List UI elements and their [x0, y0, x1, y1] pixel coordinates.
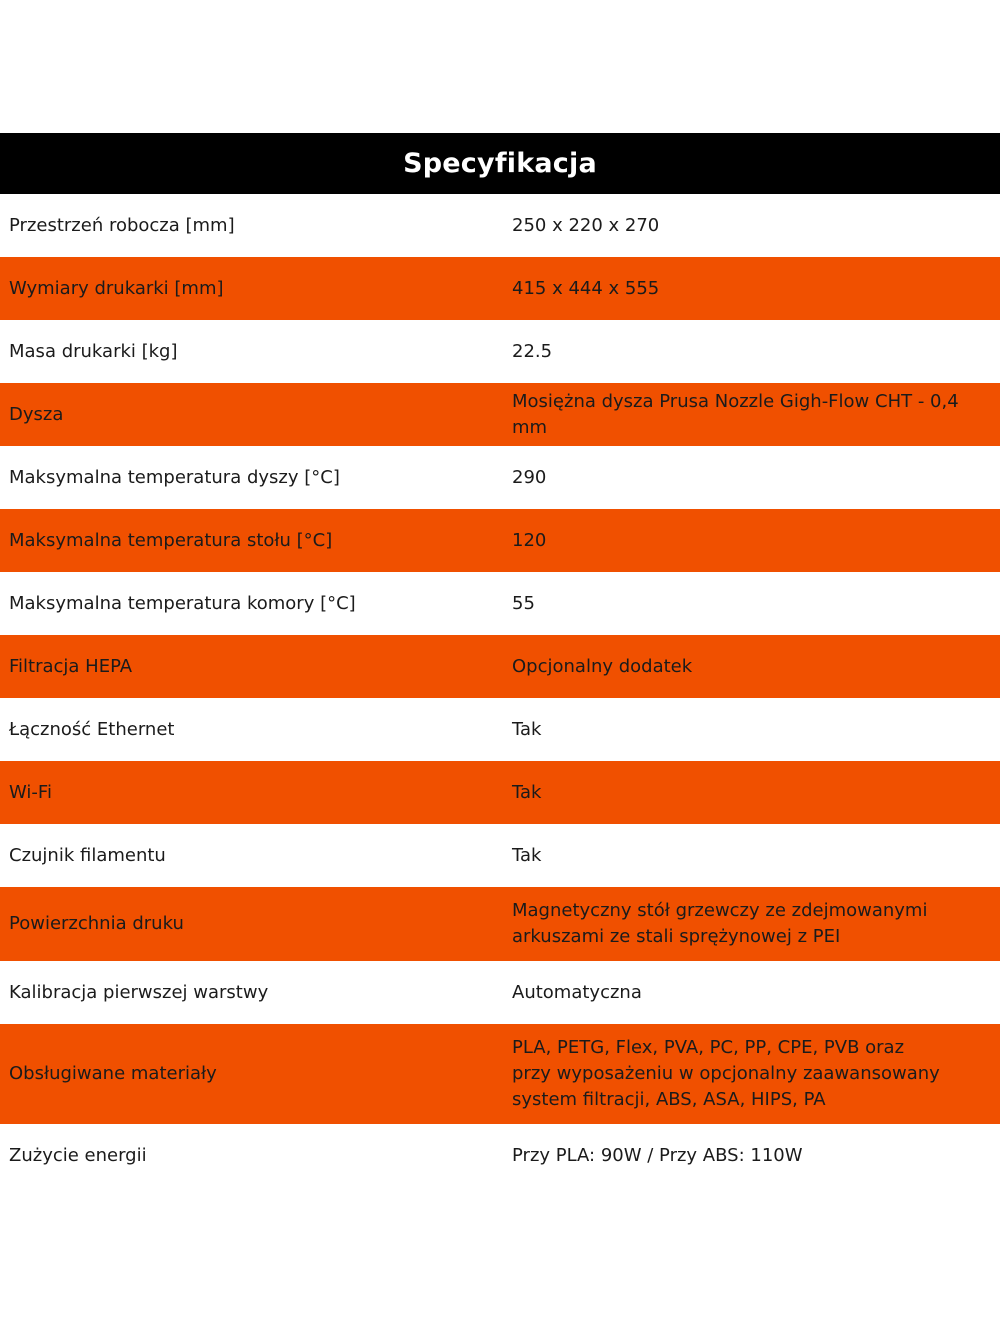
spec-label: Wymiary drukarki [mm] [9, 277, 224, 299]
spec-value: Tak [512, 844, 542, 866]
spec-label: Filtracja HEPA [9, 655, 133, 677]
spec-row-nozzle [0, 383, 1000, 446]
spec-header [0, 133, 1000, 194]
spec-row-power-consumption [0, 1124, 1000, 1187]
spec-row-print-surface [0, 887, 1000, 961]
spec-label: Obsługiwane materiały [9, 1063, 217, 1084]
spec-label: Powierzchnia druku [9, 913, 184, 934]
spec-row-printer-weight [0, 320, 1000, 383]
spec-value: 415 x 444 x 555 [512, 277, 660, 299]
spec-value: 22.5 [512, 340, 553, 362]
spec-row-printer-dimensions [0, 257, 1000, 320]
spec-label: Dysza [9, 403, 64, 425]
spec-label: Zużycie energii [9, 1144, 147, 1166]
spec-label: Masa drukarki [kg] [9, 340, 178, 362]
spec-value: 120 [512, 529, 547, 551]
spec-table [0, 133, 1000, 1187]
spec-label: Kalibracja pierwszej warstwy [9, 981, 269, 1003]
spec-row-wifi [0, 761, 1000, 824]
spec-row-nozzle-temp [0, 446, 1000, 509]
spec-row-chamber-temp [0, 572, 1000, 635]
spec-value: Przy PLA: 90W / Przy ABS: 110W [512, 1144, 803, 1166]
spec-label: Przestrzeń robocza [mm] [9, 214, 235, 236]
spec-label: Łączność Ethernet [9, 718, 175, 740]
spec-label: Maksymalna temperatura komory [°C] [9, 592, 356, 614]
spec-label: Czujnik filamentu [9, 844, 166, 866]
spec-row-filament-sensor [0, 824, 1000, 887]
spec-value: PLA, PETG, Flex, PVA, PC, PP, CPE, PVB oraz przy wyposażeniu w opcjonalny zaawansowany system filtracji, ABS, ASA, HIPS, PA [512, 1037, 940, 1110]
spec-label: Maksymalna temperatura stołu [°C] [9, 529, 333, 551]
spec-value: 290 [512, 466, 547, 488]
spec-value: 55 [512, 592, 535, 614]
spec-value: Tak [512, 718, 542, 740]
spec-value: Magnetyczny stół grzewczy ze zdejmowanymi arkuszami ze stali sprężynowej z PEI [512, 900, 928, 947]
spec-row-materials [0, 1024, 1000, 1124]
spec-label: Wi-Fi [9, 781, 52, 803]
page-title: Specyfikacja [403, 148, 597, 179]
spec-label: Maksymalna temperatura dyszy [°C] [9, 466, 340, 488]
spec-value: Opcjonalny dodatek [512, 655, 693, 677]
spec-row-bed-temp [0, 509, 1000, 572]
spec-value: 250 x 220 x 270 [512, 214, 660, 236]
spec-value: Tak [512, 781, 542, 803]
spec-row-hepa [0, 635, 1000, 698]
spec-row-work-area [0, 194, 1000, 257]
spec-value: Mosiężna dysza Prusa Nozzle Gigh-Flow CHT - 0,4 mm [512, 390, 959, 438]
spec-row-ethernet [0, 698, 1000, 761]
spec-row-first-layer-calibration [0, 961, 1000, 1024]
spec-value: Automatyczna [512, 981, 642, 1003]
